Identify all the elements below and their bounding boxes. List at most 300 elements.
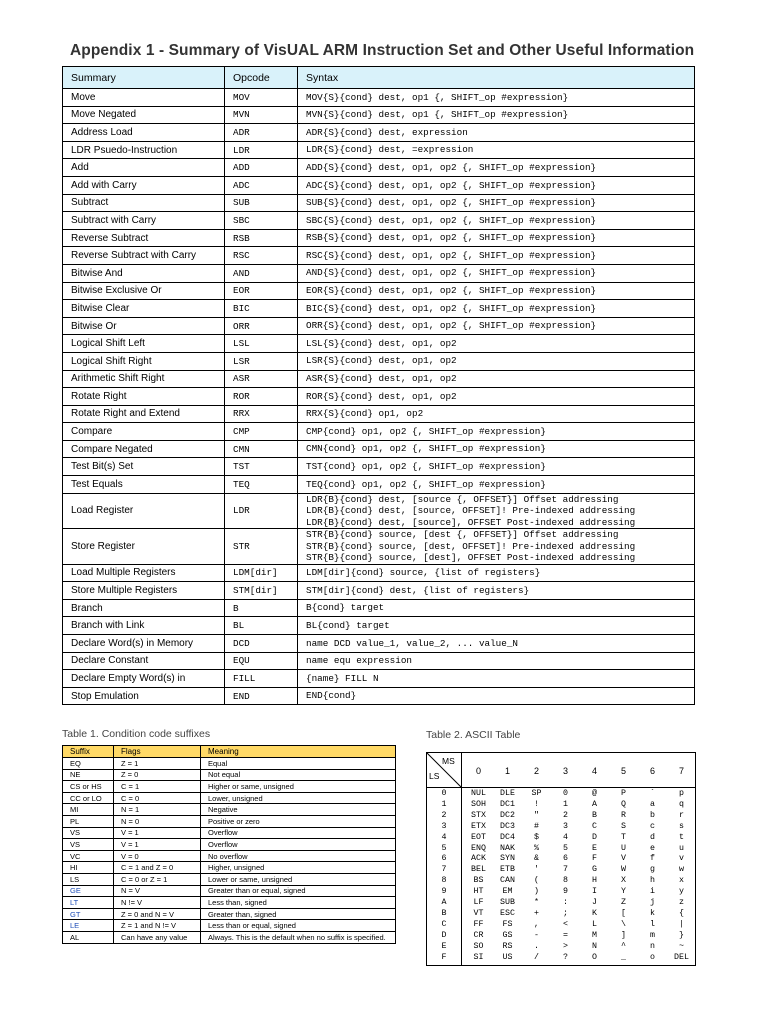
ascii-cell: SI bbox=[473, 952, 484, 962]
ascii-cell: X bbox=[621, 876, 626, 886]
condition-code-table bbox=[62, 745, 396, 944]
table-row bbox=[63, 687, 695, 705]
ascii-row-label: A bbox=[441, 898, 447, 907]
opcode-cell: LDR bbox=[225, 493, 298, 529]
ascii-cell: \ bbox=[621, 919, 626, 929]
ascii-row-label: 6 bbox=[441, 854, 447, 864]
ascii-cell: - bbox=[534, 930, 539, 940]
ascii-divider bbox=[461, 787, 462, 965]
ascii-cell: { bbox=[679, 908, 684, 918]
ascii-cell: G bbox=[592, 865, 597, 875]
syntax-line: BL{cond} target bbox=[306, 619, 390, 631]
suffix-cell: LE bbox=[63, 920, 114, 932]
flags-cell: N = 0 bbox=[114, 815, 201, 827]
ascii-cell: [ bbox=[621, 908, 626, 918]
ascii-cell: V bbox=[621, 854, 626, 864]
ascii-cell: A bbox=[592, 799, 597, 809]
ascii-cell: H bbox=[592, 876, 597, 886]
opcode-cell: RSC bbox=[225, 247, 298, 265]
ascii-cell: ! bbox=[534, 799, 539, 809]
meaning-cell: Lower, unsigned bbox=[201, 792, 396, 804]
suffix-cell: HI bbox=[63, 862, 114, 874]
syntax-cell bbox=[298, 405, 695, 423]
opcode-cell: DCD bbox=[225, 635, 298, 653]
summary-cell: Arithmetic Shift Right bbox=[63, 370, 225, 388]
ascii-cell: ENQ bbox=[471, 843, 486, 853]
table-row bbox=[63, 850, 396, 862]
ascii-cell: ) bbox=[534, 887, 539, 897]
ascii-cell: | bbox=[679, 919, 684, 929]
header-syntax: Syntax bbox=[298, 67, 695, 89]
ascii-row-label: B bbox=[441, 908, 447, 918]
ascii-cell: D bbox=[592, 832, 597, 842]
syntax-cell bbox=[298, 89, 695, 107]
suffix-cell: CS or HS bbox=[63, 781, 114, 793]
header-flags: Flags bbox=[114, 746, 201, 758]
opcode-cell: BIC bbox=[225, 300, 298, 318]
syntax-line: BIC{S}{cond} dest, op1, op2 {, SHIFT_op #expression} bbox=[306, 302, 597, 314]
suffix-cell: VC bbox=[63, 850, 114, 862]
opcode-cell: SUB bbox=[225, 194, 298, 212]
opcode-cell: LSR bbox=[225, 352, 298, 370]
opcode-cell: ORR bbox=[225, 317, 298, 335]
suffix-cell: CC or LO bbox=[63, 792, 114, 804]
ascii-cell: ; bbox=[563, 908, 568, 918]
ascii-row-label: 3 bbox=[441, 821, 447, 831]
flags-cell: C = 0 bbox=[114, 792, 201, 804]
ascii-cell: r bbox=[679, 810, 684, 820]
meaning-cell: Higher, unsigned bbox=[201, 862, 396, 874]
ascii-cell: @ bbox=[592, 789, 597, 798]
table-row bbox=[63, 564, 695, 582]
flags-cell: Z = 0 bbox=[114, 769, 201, 781]
table-row bbox=[63, 781, 396, 793]
table-row bbox=[63, 931, 396, 943]
ascii-cell: } bbox=[679, 930, 684, 940]
ascii-col-header: 4 bbox=[591, 766, 597, 776]
summary-cell: Reverse Subtract bbox=[63, 229, 225, 247]
ascii-cell: VT bbox=[473, 908, 484, 918]
instruction-table-header bbox=[63, 67, 695, 89]
summary-cell: Compare Negated bbox=[63, 440, 225, 458]
ascii-cell: DLE bbox=[500, 789, 515, 798]
syntax-cell bbox=[298, 159, 695, 177]
summary-cell: Declare Word(s) in Memory bbox=[63, 635, 225, 653]
opcode-cell: BL bbox=[225, 617, 298, 635]
table-row bbox=[63, 124, 695, 142]
ascii-cell: b bbox=[650, 810, 655, 820]
suffix-cell: NE bbox=[63, 769, 114, 781]
ascii-cell: % bbox=[534, 843, 539, 853]
syntax-line: ROR{S}{cond} dest, op1, op2 bbox=[306, 390, 457, 402]
table-row bbox=[63, 317, 695, 335]
ascii-cell: HT bbox=[473, 887, 484, 897]
syntax-line: LDR{B}{cond} dest, [source], OFFSET Post-indexed addressing bbox=[306, 516, 636, 528]
syntax-cell bbox=[298, 229, 695, 247]
syntax-line: B{cond} target bbox=[306, 602, 385, 614]
ascii-cell: NUL bbox=[471, 789, 486, 798]
table-row bbox=[63, 804, 396, 816]
syntax-cell bbox=[298, 264, 695, 282]
summary-cell: Move Negated bbox=[63, 106, 225, 124]
ascii-header-row bbox=[427, 753, 695, 788]
summary-cell: Test Bit(s) Set bbox=[63, 458, 225, 476]
ascii-cell: EOT bbox=[471, 832, 486, 842]
ascii-cell: _ bbox=[621, 952, 626, 962]
ascii-cell: Z bbox=[621, 898, 626, 907]
summary-cell: Logical Shift Left bbox=[63, 335, 225, 353]
opcode-cell: LSL bbox=[225, 335, 298, 353]
summary-cell: Declare Constant bbox=[63, 652, 225, 670]
syntax-cell bbox=[298, 529, 695, 565]
table-row bbox=[63, 792, 396, 804]
ls-label: LS bbox=[429, 771, 440, 781]
syntax-cell bbox=[298, 493, 695, 529]
ascii-cell: > bbox=[563, 941, 568, 951]
condition-table-caption: Table 1. Condition code suffixes bbox=[62, 728, 211, 740]
opcode-cell: ADD bbox=[225, 159, 298, 177]
ascii-cell: L bbox=[592, 919, 597, 929]
table-row bbox=[63, 229, 695, 247]
ms-label: MS bbox=[442, 756, 455, 766]
ascii-cell: Y bbox=[621, 887, 626, 897]
syntax-line: ORR{S}{cond} dest, op1, op2 {, SHIFT_op #expression} bbox=[306, 320, 597, 332]
syntax-cell bbox=[298, 212, 695, 230]
ascii-cell: GS bbox=[502, 930, 513, 940]
ascii-row-label: 9 bbox=[441, 887, 447, 897]
ascii-cell: a bbox=[650, 799, 655, 809]
ascii-cell: ACK bbox=[471, 854, 486, 864]
ascii-cell: CAN bbox=[500, 876, 515, 886]
ascii-col-header: 3 bbox=[562, 766, 568, 776]
ascii-cell: DEL bbox=[674, 952, 689, 962]
syntax-cell bbox=[298, 352, 695, 370]
ascii-row-label: 7 bbox=[441, 865, 447, 875]
ascii-cell: x bbox=[679, 876, 684, 886]
summary-cell: Load Multiple Registers bbox=[63, 564, 225, 582]
opcode-cell: CMP bbox=[225, 423, 298, 441]
summary-cell: Bitwise Or bbox=[63, 317, 225, 335]
ascii-row-label: 1 bbox=[441, 799, 447, 809]
ascii-cell: * bbox=[534, 898, 539, 907]
ascii-cell: $ bbox=[534, 832, 539, 842]
table-row bbox=[63, 476, 695, 494]
ascii-row-label: E bbox=[441, 941, 447, 951]
summary-cell: Store Multiple Registers bbox=[63, 582, 225, 600]
ascii-cell: US bbox=[502, 952, 513, 962]
opcode-cell: END bbox=[225, 687, 298, 705]
ascii-cell: DC2 bbox=[500, 810, 515, 820]
ascii-cell: Q bbox=[621, 799, 626, 809]
table-row bbox=[63, 920, 396, 932]
ascii-cell: J bbox=[592, 898, 597, 907]
syntax-line: CMN{cond} op1, op2 {, SHIFT_op #expression} bbox=[306, 443, 546, 455]
ascii-cell: j bbox=[650, 898, 655, 907]
ascii-corner-cell bbox=[427, 753, 462, 787]
ascii-cell: DC3 bbox=[500, 821, 515, 831]
ascii-cell: ^ bbox=[621, 941, 626, 951]
syntax-cell bbox=[298, 652, 695, 670]
syntax-line: EOR{S}{cond} dest, op1, op2 {, SHIFT_op #expression} bbox=[306, 285, 597, 297]
ascii-cell: = bbox=[563, 930, 568, 940]
summary-cell: Add with Carry bbox=[63, 176, 225, 194]
summary-cell: Stop Emulation bbox=[63, 687, 225, 705]
table-row bbox=[63, 670, 695, 688]
opcode-cell: RSB bbox=[225, 229, 298, 247]
ascii-cell: C bbox=[592, 821, 597, 831]
syntax-cell bbox=[298, 370, 695, 388]
table-row bbox=[63, 106, 695, 124]
opcode-cell: ADR bbox=[225, 124, 298, 142]
ascii-cell: 4 bbox=[563, 832, 568, 842]
ascii-cell: NAK bbox=[500, 843, 515, 853]
ascii-cell: v bbox=[679, 854, 684, 864]
flags-cell: Z = 0 and N = V bbox=[114, 908, 201, 920]
header-suffix: Suffix bbox=[63, 746, 114, 758]
ascii-row-label: F bbox=[441, 952, 447, 962]
syntax-cell bbox=[298, 635, 695, 653]
ascii-cell: B bbox=[592, 810, 597, 820]
opcode-cell: CMN bbox=[225, 440, 298, 458]
table-row bbox=[63, 300, 695, 318]
ascii-cell: CR bbox=[473, 930, 484, 940]
flags-cell: Can have any value bbox=[114, 931, 201, 943]
page-title: Appendix 1 - Summary of VisUAL ARM Instruction Set and Other Useful Information bbox=[70, 42, 695, 59]
meaning-cell: Greater than or equal, signed bbox=[201, 885, 396, 897]
ascii-cell: DC4 bbox=[500, 832, 515, 842]
ascii-cell: R bbox=[621, 810, 626, 820]
syntax-line: LDM[dir]{cond} source, {list of registers} bbox=[306, 567, 541, 579]
opcode-cell: RRX bbox=[225, 405, 298, 423]
syntax-cell bbox=[298, 564, 695, 582]
ascii-cell: W bbox=[621, 865, 626, 875]
summary-cell: Branch with Link bbox=[63, 617, 225, 635]
ascii-cell: + bbox=[534, 908, 539, 918]
ascii-row-label: C bbox=[441, 919, 447, 929]
ascii-cell: EM bbox=[502, 887, 513, 897]
ascii-cell: 1 bbox=[563, 799, 568, 809]
meaning-cell: Overflow bbox=[201, 839, 396, 851]
ascii-cell: m bbox=[650, 930, 655, 940]
ascii-cell: SYN bbox=[500, 854, 515, 864]
ascii-cell: 9 bbox=[563, 887, 568, 897]
meaning-cell: Not equal bbox=[201, 769, 396, 781]
table-row bbox=[63, 815, 396, 827]
summary-cell: Subtract bbox=[63, 194, 225, 212]
opcode-cell: LDM[dir] bbox=[225, 564, 298, 582]
ascii-cell: / bbox=[534, 952, 539, 962]
suffix-cell: VS bbox=[63, 839, 114, 851]
ascii-cell: O bbox=[592, 952, 597, 962]
syntax-cell bbox=[298, 282, 695, 300]
table-row bbox=[63, 827, 396, 839]
syntax-cell bbox=[298, 194, 695, 212]
ascii-cell: STX bbox=[471, 810, 486, 820]
opcode-cell: SBC bbox=[225, 212, 298, 230]
summary-cell: Bitwise And bbox=[63, 264, 225, 282]
summary-cell: Rotate Right bbox=[63, 388, 225, 406]
ascii-row-label: 2 bbox=[441, 810, 447, 820]
ascii-cell: z bbox=[679, 898, 684, 907]
syntax-line: name equ expression bbox=[306, 655, 413, 667]
ascii-cell: ( bbox=[534, 876, 539, 886]
syntax-line: LSL{S}{cond} dest, op1, op2 bbox=[306, 337, 457, 349]
ascii-cell: g bbox=[650, 865, 655, 875]
ascii-cell: ESC bbox=[500, 908, 515, 918]
syntax-line: SBC{S}{cond} dest, op1, op2 {, SHIFT_op #expression} bbox=[306, 214, 597, 226]
opcode-cell: EOR bbox=[225, 282, 298, 300]
ascii-cell: S bbox=[621, 821, 626, 831]
ascii-cell: s bbox=[679, 821, 684, 831]
syntax-line: ADD{S}{cond} dest, op1, op2 {, SHIFT_op #expression} bbox=[306, 161, 597, 173]
flags-cell: C = 0 or Z = 1 bbox=[114, 873, 201, 885]
syntax-line: RSC{S}{cond} dest, op1, op2 {, SHIFT_op #expression} bbox=[306, 249, 597, 261]
opcode-cell: ADC bbox=[225, 176, 298, 194]
ascii-col-header: 2 bbox=[533, 766, 539, 776]
ascii-row-label: 0 bbox=[441, 789, 447, 798]
ascii-cell: c bbox=[650, 821, 655, 831]
table-row bbox=[63, 159, 695, 177]
ascii-cell: SUB bbox=[500, 898, 515, 907]
flags-cell: V = 1 bbox=[114, 839, 201, 851]
meaning-cell: Overflow bbox=[201, 827, 396, 839]
opcode-cell: ASR bbox=[225, 370, 298, 388]
table-row bbox=[63, 212, 695, 230]
summary-cell: Reverse Subtract with Carry bbox=[63, 247, 225, 265]
syntax-line: MOV{S}{cond} dest, op1 {, SHIFT_op #expression} bbox=[306, 91, 569, 103]
ascii-cell: BEL bbox=[471, 865, 486, 875]
suffix-cell: LT bbox=[63, 897, 114, 909]
header-meaning: Meaning bbox=[201, 746, 396, 758]
syntax-line: AND{S}{cond} dest, op1, op2 {, SHIFT_op #expression} bbox=[306, 267, 597, 279]
suffix-cell: GE bbox=[63, 885, 114, 897]
ascii-cell: 5 bbox=[563, 843, 568, 853]
syntax-cell bbox=[298, 317, 695, 335]
syntax-line: MVN{S}{cond} dest, op1 {, SHIFT_op #expression} bbox=[306, 109, 569, 121]
ascii-cell: M bbox=[592, 930, 597, 940]
ascii-cell: ETX bbox=[471, 821, 486, 831]
ascii-cell: SO bbox=[473, 941, 484, 951]
ascii-col-header: 0 bbox=[475, 766, 481, 776]
ascii-cell: 3 bbox=[563, 821, 568, 831]
ascii-cell: 8 bbox=[563, 876, 568, 886]
ascii-cell: w bbox=[679, 865, 684, 875]
table-row bbox=[63, 885, 396, 897]
syntax-cell bbox=[298, 476, 695, 494]
syntax-line: name DCD value_1, value_2, ... value_N bbox=[306, 637, 519, 649]
summary-cell: Address Load bbox=[63, 124, 225, 142]
table-row bbox=[63, 652, 695, 670]
syntax-cell bbox=[298, 440, 695, 458]
summary-cell: Bitwise Clear bbox=[63, 300, 225, 318]
opcode-cell: ROR bbox=[225, 388, 298, 406]
suffix-cell: GT bbox=[63, 908, 114, 920]
opcode-cell: STR bbox=[225, 529, 298, 565]
table-row bbox=[63, 862, 396, 874]
ascii-cell: d bbox=[650, 832, 655, 842]
ascii-cell: i bbox=[650, 887, 655, 897]
summary-cell: LDR Psuedo-Instruction bbox=[63, 141, 225, 159]
syntax-line: RRX{S}{cond} op1, op2 bbox=[306, 408, 424, 420]
flags-cell: Z = 1 bbox=[114, 758, 201, 770]
syntax-cell bbox=[298, 124, 695, 142]
ascii-table-caption: Table 2. ASCII Table bbox=[426, 729, 521, 741]
table-row bbox=[63, 493, 695, 529]
ascii-cell: I bbox=[592, 887, 597, 897]
syntax-line: CMP{cond} op1, op2 {, SHIFT_op #expression} bbox=[306, 425, 546, 437]
meaning-cell: Negative bbox=[201, 804, 396, 816]
table-row bbox=[63, 264, 695, 282]
opcode-cell: AND bbox=[225, 264, 298, 282]
syntax-line: RSB{S}{cond} dest, op1, op2 {, SHIFT_op #expression} bbox=[306, 232, 597, 244]
summary-cell: Move bbox=[63, 89, 225, 107]
opcode-cell: B bbox=[225, 599, 298, 617]
flags-cell: N = V bbox=[114, 885, 201, 897]
flags-cell: N = 1 bbox=[114, 804, 201, 816]
ascii-cell: n bbox=[650, 941, 655, 951]
ascii-row-label: D bbox=[441, 930, 447, 940]
opcode-cell: MOV bbox=[225, 89, 298, 107]
ascii-cell: ~ bbox=[679, 941, 684, 951]
syntax-cell bbox=[298, 141, 695, 159]
ascii-cell: : bbox=[563, 898, 568, 907]
ascii-cell: . bbox=[534, 941, 539, 951]
ascii-cell: t bbox=[679, 832, 684, 842]
syntax-cell bbox=[298, 247, 695, 265]
ascii-col-header: 6 bbox=[649, 766, 655, 776]
suffix-cell: MI bbox=[63, 804, 114, 816]
syntax-cell bbox=[298, 176, 695, 194]
ascii-cell: o bbox=[650, 952, 655, 962]
syntax-line: {name} FILL N bbox=[306, 672, 379, 684]
table-row bbox=[63, 839, 396, 851]
ascii-cell: F bbox=[592, 854, 597, 864]
syntax-cell bbox=[298, 670, 695, 688]
opcode-cell: MVN bbox=[225, 106, 298, 124]
syntax-line: ASR{S}{cond} dest, op1, op2 bbox=[306, 373, 457, 385]
ascii-cell: , bbox=[534, 919, 539, 929]
syntax-cell bbox=[298, 582, 695, 600]
suffix-cell: LS bbox=[63, 873, 114, 885]
ascii-cell: & bbox=[534, 854, 539, 864]
syntax-line: SUB{S}{cond} dest, op1, op2 {, SHIFT_op #expression} bbox=[306, 197, 597, 209]
table-row bbox=[63, 282, 695, 300]
ascii-row-label: 4 bbox=[441, 832, 447, 842]
syntax-line: STR{B}{cond} source, [dest], OFFSET Post-indexed addressing bbox=[306, 552, 636, 564]
summary-cell: Compare bbox=[63, 423, 225, 441]
meaning-cell: Always. This is the default when no suffix is specified. bbox=[201, 931, 396, 943]
ascii-col-header: 5 bbox=[620, 766, 626, 776]
header-opcode: Opcode bbox=[225, 67, 298, 89]
syntax-cell bbox=[298, 388, 695, 406]
table-row bbox=[63, 388, 695, 406]
summary-cell: Branch bbox=[63, 599, 225, 617]
syntax-line: STR{B}{cond} source, [dest, OFFSET]! Pre-indexed addressing bbox=[306, 540, 636, 552]
summary-cell: Bitwise Exclusive Or bbox=[63, 282, 225, 300]
ascii-cell: RS bbox=[502, 941, 513, 951]
table-row bbox=[63, 897, 396, 909]
ascii-cell: ] bbox=[621, 930, 626, 940]
suffix-cell: PL bbox=[63, 815, 114, 827]
table-row bbox=[63, 335, 695, 353]
ascii-cell: f bbox=[650, 854, 655, 864]
syntax-cell bbox=[298, 106, 695, 124]
condition-table-header bbox=[63, 746, 396, 758]
flags-cell: C = 1 bbox=[114, 781, 201, 793]
opcode-cell: LDR bbox=[225, 141, 298, 159]
table-row bbox=[63, 405, 695, 423]
table-row bbox=[63, 529, 695, 565]
